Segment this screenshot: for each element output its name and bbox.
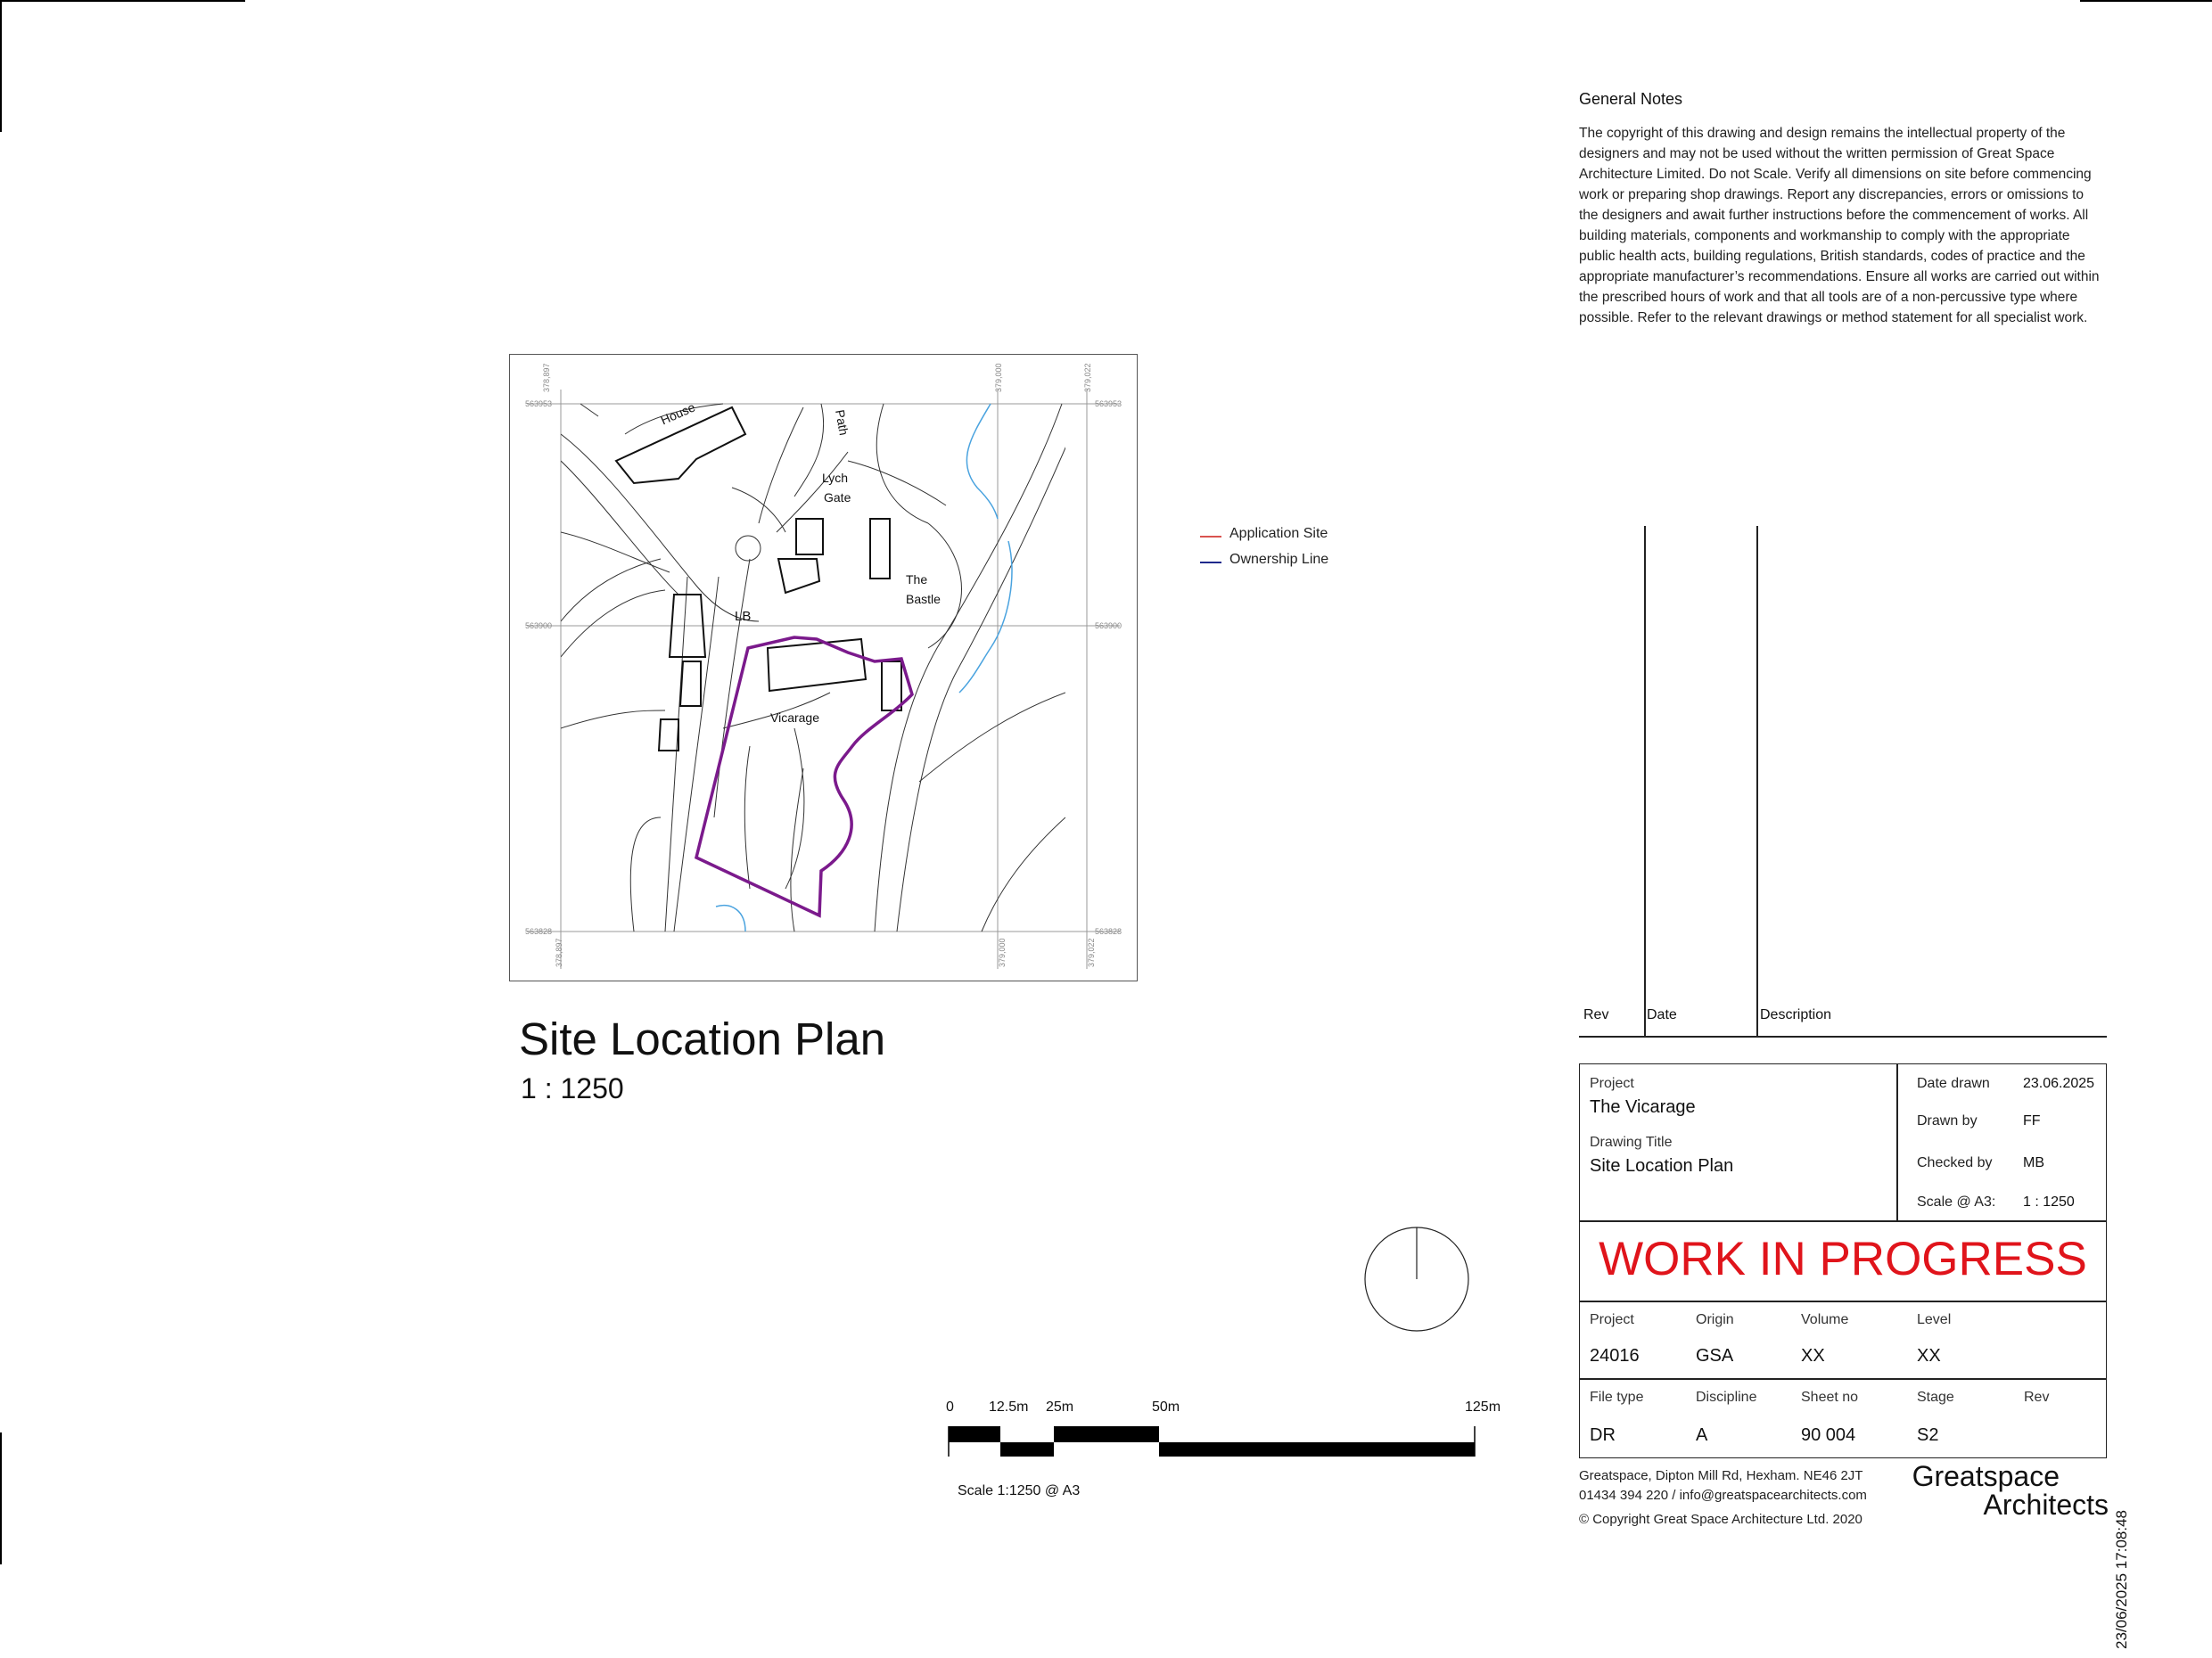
scale-bar-label-50: 50m [1152, 1399, 1180, 1415]
project-name: The Vicarage [1590, 1097, 1696, 1117]
general-notes-body: The copyright of this drawing and design remains the intellectual property of the designers and may not be used without the written permission of Great Space Architecture Limited. Do not Scale. Verify all dimensions on site before commencing work or preparing shop drawings. Report any discrepancies, errors or omissions to the designers and await further instructions before the commencement of works. All building materials, components and workmanship to comply with the appropriate public health acts, building regulations, British standards, codes of practice and the appropriate manufacturer’s recommendations. Ensure all works are carried out within the prescribed hours of work and that all tools are of a non-percussive type where possible. Refer to the relevant drawings or method statement for all specialist work. [1579, 126, 2100, 325]
crop-mark-top-right-h [2080, 0, 2212, 2]
drawing-title: Site Location Plan [1590, 1156, 1734, 1176]
code-file-type-value: DR [1590, 1425, 1616, 1445]
code-stage-label: Stage [1917, 1390, 1954, 1405]
scale-bar-label-125: 125m [1465, 1399, 1501, 1415]
code-volume-label: Volume [1801, 1312, 1849, 1327]
date-drawn-value: 23.06.2025 [2023, 1076, 2095, 1091]
brand-line-1: Greatspace [1912, 1460, 2060, 1492]
legend-ownership-line-swatch [1200, 562, 1221, 563]
code-origin-label: Origin [1696, 1312, 1734, 1327]
drawn-by-label: Drawn by [1917, 1113, 1978, 1129]
rev-header-rev: Rev [1583, 1007, 1609, 1022]
code-stage-value: S2 [1917, 1425, 1939, 1445]
map-label-lych: Lych [822, 471, 849, 485]
code-sheet-no-value: 90 004 [1801, 1425, 1856, 1445]
scale-bar-label-25: 25m [1046, 1399, 1074, 1415]
title-block-line-2 [1579, 1301, 2107, 1302]
title-block-line-3 [1579, 1378, 2107, 1380]
code-project-label: Project [1590, 1312, 1634, 1327]
drawn-by-value: FF [2023, 1113, 2041, 1129]
code-origin-value: GSA [1696, 1346, 1734, 1366]
checked-by-label: Checked by [1917, 1155, 1993, 1170]
scale-bar-label-0: 0 [946, 1399, 954, 1415]
brand-line-2: Architects [1983, 1489, 2109, 1521]
grid-n-mid-right: 563900 [1095, 621, 1122, 630]
general-notes-title: General Notes [1579, 90, 1683, 108]
grid-n-bottom-right: 563828 [1095, 927, 1122, 936]
rev-divider-1 [1644, 526, 1646, 1038]
code-sheet-no-label: Sheet no [1801, 1390, 1859, 1405]
rev-bottom-line [1579, 1036, 2107, 1038]
grid-e-right-top: 379,022 [1083, 363, 1092, 392]
grid-e-mid-bottom: 379,000 [998, 938, 1007, 967]
legend-ownership-line-label: Ownership Line [1229, 552, 1329, 567]
copyright-text: © Copyright Great Space Architecture Ltd. 2020 [1579, 1512, 1863, 1527]
address-line-1: Greatspace, Dipton Mill Rd, Hexham. NE46 2JT [1579, 1468, 1863, 1483]
code-file-type-label: File type [1590, 1390, 1644, 1405]
grid-n-top-left: 563953 [525, 399, 553, 408]
code-discipline-label: Discipline [1696, 1390, 1757, 1405]
print-timestamp-text: 23/06/2025 17:08:48 [2113, 1510, 2130, 1649]
buildings [616, 407, 901, 751]
north-arrow-icon [1362, 1225, 1471, 1334]
scale-bar-caption: Scale 1:1250 @ A3 [958, 1483, 1081, 1498]
map-label-lb: LB [735, 609, 752, 624]
drawing-title-label: Drawing Title [1590, 1135, 1673, 1150]
scale-label: Scale @ A3: [1917, 1194, 1996, 1210]
company-logo [1890, 1462, 2109, 1519]
print-timestamp [2113, 1462, 2140, 1658]
map-label-vicarage: Vicarage [770, 710, 820, 725]
project-label: Project [1590, 1076, 1634, 1091]
crop-mark-top-left-h [0, 0, 245, 2]
rev-header-date: Date [1647, 1007, 1677, 1022]
code-level-value: XX [1917, 1346, 1941, 1366]
legend-application-site-swatch [1200, 536, 1221, 538]
plan-scale: 1 : 1250 [521, 1072, 624, 1104]
title-block-meta-divider [1896, 1063, 1898, 1220]
grid-n-bottom-left: 563828 [525, 927, 553, 936]
grid-n-mid-left: 563900 [525, 621, 553, 630]
status-banner: WORK IN PROGRESS [1599, 1233, 2087, 1285]
map-label-house: House [658, 399, 697, 428]
scale-bar [945, 1423, 1480, 1460]
code-level-label: Level [1917, 1312, 1952, 1327]
site-map [509, 354, 1138, 981]
rev-header-description: Description [1760, 1007, 1832, 1022]
grid-e-right-bottom: 379,022 [1087, 938, 1096, 967]
plan-title: Site Location Plan [519, 1014, 886, 1064]
date-drawn-label: Date drawn [1917, 1076, 1990, 1091]
code-rev-label: Rev [2024, 1390, 2050, 1405]
code-volume-value: XX [1801, 1346, 1825, 1366]
code-discipline-value: A [1696, 1425, 1708, 1445]
grid-e-mid-top: 379,000 [994, 363, 1003, 392]
company-address [1579, 1466, 1867, 1506]
scale-value: 1 : 1250 [2023, 1194, 2075, 1210]
scale-bar-label-12-5: 12.5m [989, 1399, 1029, 1415]
address-line-2: 01434 394 220 / info@greatspacearchitects.com [1579, 1488, 1867, 1503]
checked-by-value: MB [2023, 1155, 2044, 1170]
rev-divider-2 [1756, 526, 1758, 1038]
map-label-gate: Gate [824, 490, 851, 505]
map-label-path: Path [833, 408, 851, 437]
legend-application-site-label: Application Site [1229, 526, 1328, 541]
grid-e-left-bottom: 378,897 [555, 938, 563, 967]
grid-e-left-top: 378,897 [542, 363, 551, 392]
map-label-bastle: Bastle [906, 592, 941, 606]
title-block-line-1 [1579, 1220, 2107, 1222]
map-label-the: The [906, 572, 928, 587]
grid-n-top-right: 563953 [1095, 399, 1122, 408]
crop-mark-bottom-left-v [0, 1432, 2, 1564]
crop-mark-top-left-v [0, 0, 2, 132]
code-project-value: 24016 [1590, 1346, 1640, 1366]
